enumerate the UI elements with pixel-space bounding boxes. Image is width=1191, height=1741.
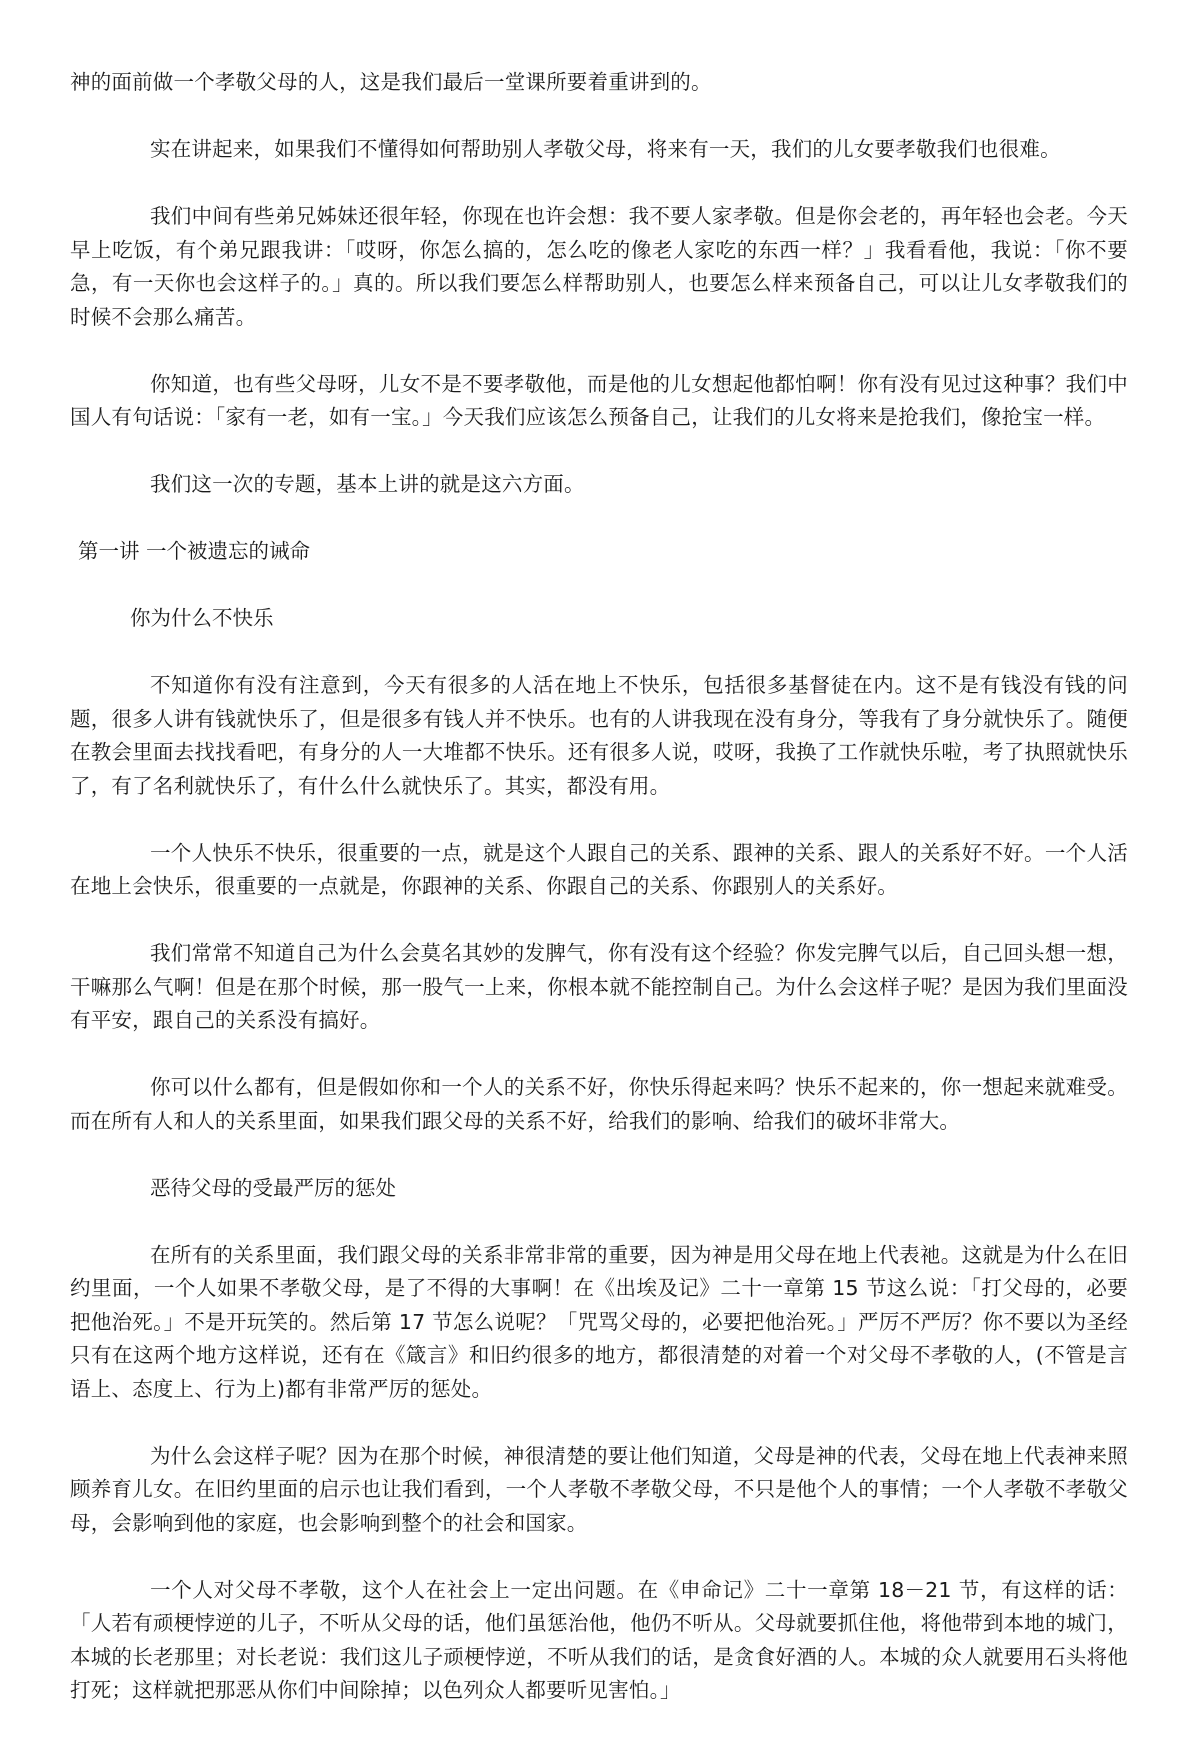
paragraph-intro-3: 我们中间有些弟兄姊妹还很年轻，你现在也许会想：我不要人家孝敬。但是你会老的，再年轻也会老。今天早上吃饭，有个弟兄跟我讲：「哎呀，你怎么搞的，怎么吃的像老人家吃的东西一样？」我看看他，我说：「你不要急，有一天你也会这样子的。」真的。所以我们要怎么样帮助别人，也要怎么样来预备自己，可以让儿女孝敬我们的时候不会那么痛苦。: [70, 204, 1128, 329]
lecture-heading: 第一讲 一个被遗忘的诫命: [78, 539, 311, 563]
paragraph-section1-2: 一个人快乐不快乐，很重要的一点，就是这个人跟自己的关系、跟神的关系、跟人的关系好不好。一个人活在地上会快乐，很重要的一点就是，你跟神的关系、你跟自己的关系、你跟别人的关系好。: [70, 840, 1128, 898]
paragraph-intro-5: 我们这一次的专题，基本上讲的就是这六方面。: [150, 472, 585, 496]
paragraph-section2-1: 在所有的关系里面，我们跟父母的关系非常非常的重要，因为神是用父母在地上代表祂。这就是为什么在旧约里面，一个人如果不孝敬父母，是了不得的大事啊！在《出埃及记》二十一章第 15 节这么说：「打父母的，必要把他治死。」不是开玩笑的。然后第 17 节怎么说呢？「咒骂父母的，必要把他治死。」严厉不严厉？你不要以为圣经只有在这两个地方这样说，还有在《箴言》和旧约很多的地方，都很清楚的对着一个对父母不孝敬的人，(不管是言语上、态度上、行为上)都有非常严厉的惩处。: [70, 1242, 1128, 1401]
paragraph-section1-4: 你可以什么都有，但是假如你和一个人的关系不好，你快乐得起来吗？快乐不起来的，你一想起来就难受。而在所有人和人的关系里面，如果我们跟父母的关系不好，给我们的影响、给我们的破坏非常大。: [70, 1075, 1128, 1133]
document-page: [70, 66, 1128, 1741]
paragraph-intro-2: 实在讲起来，如果我们不懂得如何帮助别人孝敬父母，将来有一天，我们的儿女要孝敬我们也很难。: [150, 137, 1061, 161]
paragraph-intro-4: 你知道，也有些父母呀，儿女不是不要孝敬他，而是他的儿女想起他都怕啊！你有没有见过这种事？我们中国人有句话说：「家有一老，如有一宝。」今天我们应该怎么预备自己，让我们的儿女将来是抢我们，像抢宝一样。: [70, 371, 1128, 429]
paragraph-intro-1: 神的面前做一个孝敬父母的人，这是我们最后一堂课所要着重讲到的。: [70, 70, 712, 94]
paragraph-section1-1: 不知道你有没有注意到，今天有很多的人活在地上不快乐，包括很多基督徒在内。这不是有钱没有钱的问题，很多人讲有钱就快乐了，但是很多有钱人并不快乐。也有的人讲我现在没有身分，等我有了身分就快乐了。随便在教会里面去找找看吧，有身分的人一大堆都不快乐。还有很多人说，哎呀，我换了工作就快乐啦，考了执照就快乐了，有了名利就快乐了，有什么什么就快乐了。其实，都没有用。: [70, 673, 1128, 798]
section-heading-unhappy: 你为什么不快乐: [130, 606, 274, 630]
paragraph-section2-2: 为什么会这样子呢？因为在那个时候，神很清楚的要让他们知道，父母是神的代表，父母在地上代表神来照顾养育儿女。在旧约里面的启示也让我们看到，一个人孝敬不孝敬父母，不只是他个人的事情；一个人孝敬不孝敬父母，会影响到他的家庭，也会影响到整个的社会和国家。: [70, 1443, 1128, 1535]
paragraph-section1-3: 我们常常不知道自己为什么会莫名其妙的发脾气，你有没有这个经验？你发完脾气以后，自己回头想一想，干嘛那么气啊！但是在那个时候，那一股气一上来，你根本就不能控制自己。为什么会这样子呢？是因为我们里面没有平安，跟自己的关系没有搞好。: [70, 941, 1128, 1032]
paragraph-section2-3: 一个人对父母不孝敬，这个人在社会上一定出问题。在《申命记》二十一章第 18－21 节，有这样的话：「人若有顽梗悖逆的儿子，不听从父母的话，他们虽惩治他，他仍不听从。父母就要抓住他，将他带到本地的城门，本城的长老那里；对长老说：我们这儿子顽梗悖逆，不听从我们的话，是贪食好酒的人。本城的众人就要用石头将他打死；这样就把那恶从你们中间除掉；以色列众人都要听见害怕。」: [70, 1577, 1128, 1702]
section-heading-punishment: 恶待父母的受最严厉的惩处: [150, 1175, 396, 1200]
